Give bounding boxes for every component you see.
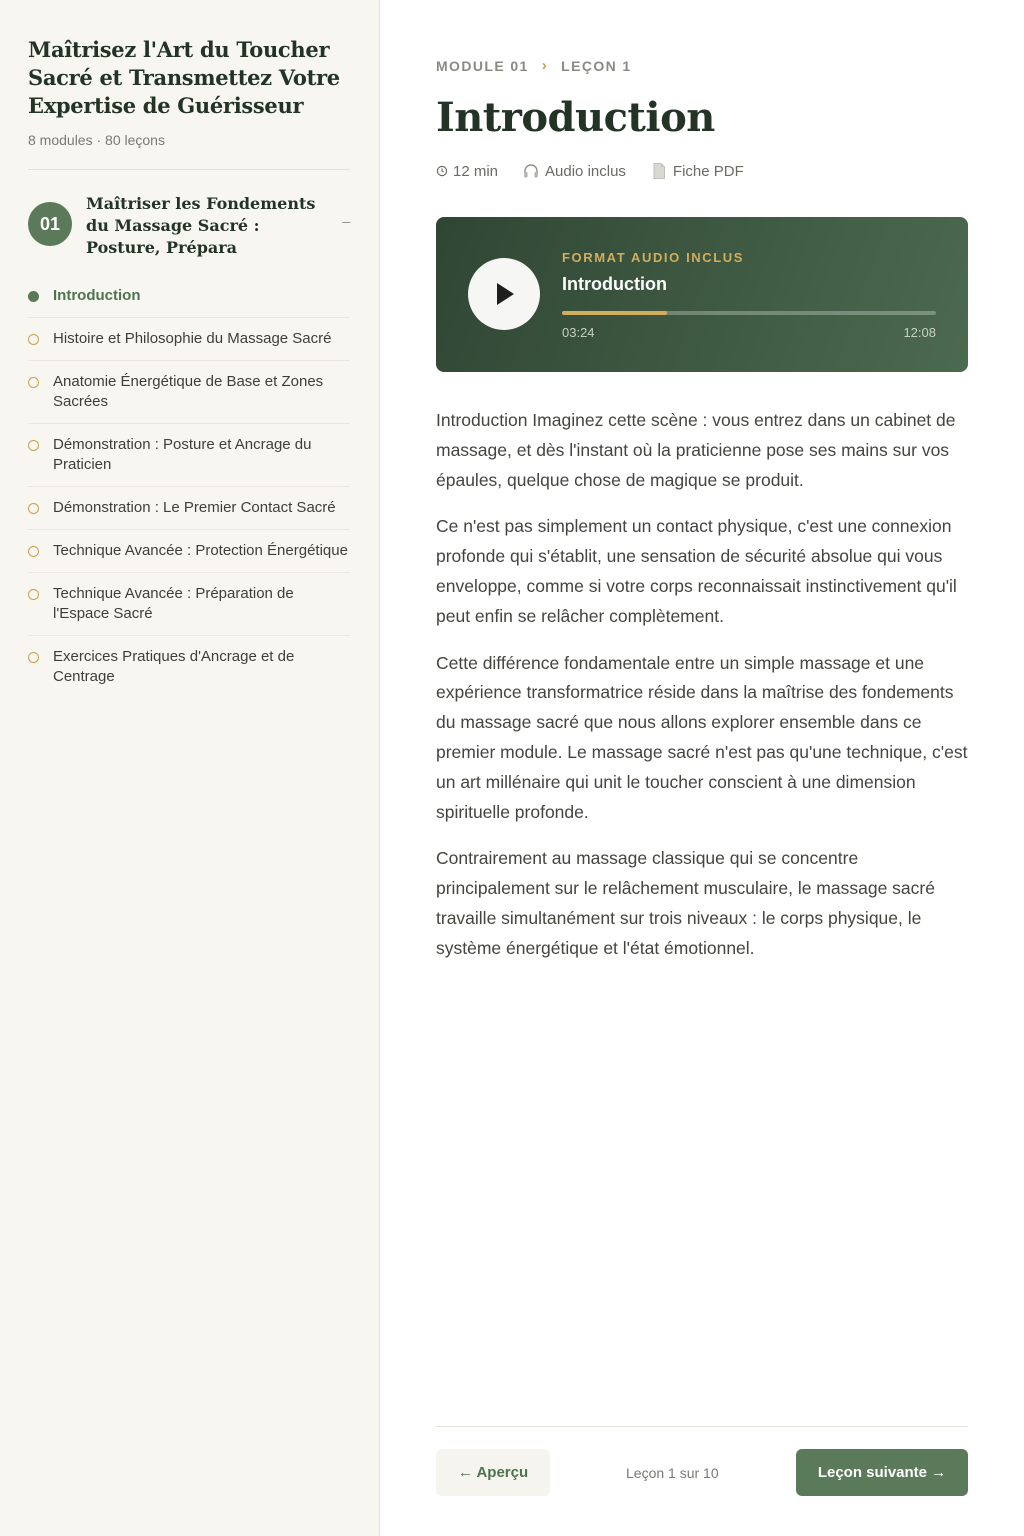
audio-title: Introduction bbox=[562, 274, 667, 294]
lesson-label: Histoire et Philosophie du Massage Sacré bbox=[53, 330, 332, 347]
paragraph: Cette différence fondamentale entre un simple massage et une expérience transformatrice réside dans la maîtrise des fondements du massage sacré que nous allons explorer ensemble dans ce premier module. Le massage sacré n'est pas qu'une technique, c'est un art millénaire qui unit le toucher conscient à une dimension spirituelle profonde. bbox=[436, 652, 968, 822]
previous-button[interactable]: ← Aperçu bbox=[436, 1449, 550, 1496]
clock-icon bbox=[436, 165, 448, 177]
breadcrumb-module[interactable]: MODULE 01 bbox=[436, 57, 529, 74]
paragraph: Ce n'est pas simplement un contact physique, c'est une connexion profonde qui s'établit, une sensation de sécurité absolue qui vous enveloppe, comme si votre corps reconnaissait instinctivement qu'il peut enfin se relâcher complètement. bbox=[436, 516, 957, 626]
audio-meta bbox=[522, 162, 626, 180]
footer-divider bbox=[436, 1426, 968, 1427]
audio-progress-bar[interactable] bbox=[562, 311, 936, 315]
lesson-item-protection[interactable] bbox=[28, 530, 350, 573]
lesson-item-exercices[interactable] bbox=[28, 636, 350, 698]
lesson-status-dot-icon bbox=[28, 503, 39, 514]
lesson-label: Introduction bbox=[53, 287, 141, 304]
document-icon bbox=[650, 162, 668, 180]
lesson-label: Technique Avancée : Protection Énergétique bbox=[53, 542, 348, 559]
lesson-status-dot-icon bbox=[28, 377, 39, 388]
module-header[interactable] bbox=[28, 193, 350, 259]
module-number-badge: 01 bbox=[28, 202, 72, 246]
lesson-meta bbox=[436, 162, 768, 180]
lesson-item-demo-posture[interactable] bbox=[28, 424, 350, 487]
lesson-label: Technique Avancée : Préparation de l'Espace Sacré bbox=[53, 585, 294, 622]
course-meta: 8 modules · 80 leçons bbox=[28, 132, 165, 148]
next-lesson-button[interactable]: Leçon suivante → bbox=[796, 1449, 968, 1496]
lesson-status-dot-icon bbox=[28, 334, 39, 345]
audio-format-label: FORMAT AUDIO INCLUS bbox=[562, 250, 745, 265]
lesson-count: Leçon 1 sur 10 bbox=[626, 1465, 719, 1481]
collapse-toggle-icon[interactable]: – bbox=[342, 213, 350, 229]
play-icon bbox=[492, 281, 516, 307]
play-button[interactable] bbox=[468, 258, 540, 330]
audio-player bbox=[436, 217, 968, 372]
paragraph: Contrairement au massage classique qui se concentre principalement sur le relâchement musculaire, le massage sacré travaille simultanément sur trois niveaux : le corps physique, le système énergétique et l'état émotionnel. bbox=[436, 848, 935, 958]
lesson-list bbox=[28, 282, 350, 698]
lesson-label: Exercices Pratiques d'Ancrage et de Centrage bbox=[53, 648, 295, 685]
lesson-item-anatomie[interactable] bbox=[28, 361, 350, 424]
audio-progress-fill bbox=[562, 311, 667, 315]
lesson-label: Anatomie Énergétique de Base et Zones Sacrées bbox=[53, 373, 324, 410]
pdf-meta[interactable] bbox=[650, 162, 744, 180]
lesson-item-preparation[interactable] bbox=[28, 573, 350, 636]
current-time: 03:24 bbox=[562, 325, 595, 340]
main-content bbox=[436, 0, 968, 1536]
lesson-label: Démonstration : Le Premier Contact Sacré bbox=[53, 499, 336, 516]
chevron-right-icon: › bbox=[541, 57, 549, 74]
lesson-status-dot-icon bbox=[28, 546, 39, 557]
audio-meta-text: Audio inclus bbox=[545, 162, 626, 180]
page-title: Introduction bbox=[436, 94, 715, 141]
total-time: 12:08 bbox=[903, 325, 936, 340]
lesson-item-demo-contact[interactable] bbox=[28, 487, 350, 530]
module-title: Maîtriser les Fondements du Massage Sacré : Posture, Prépara bbox=[86, 194, 316, 257]
pdf-meta-text: Fiche PDF bbox=[672, 162, 744, 180]
sidebar-divider bbox=[28, 169, 350, 170]
lesson-status-dot-icon bbox=[28, 652, 39, 663]
headphones-icon bbox=[522, 162, 540, 180]
sidebar bbox=[0, 0, 380, 1536]
lesson-status-dot-icon bbox=[28, 589, 39, 600]
lesson-status-dot-icon bbox=[28, 440, 39, 451]
breadcrumb-lesson: LEÇON 1 bbox=[561, 57, 632, 74]
duration-meta bbox=[436, 163, 498, 180]
breadcrumb bbox=[436, 57, 632, 74]
paragraph: Introduction Imaginez cette scène : vous entrez dans un cabinet de massage, et dès l'instant où la praticienne pose ses mains sur vos épaules, quelque chose de magique se produit. bbox=[436, 410, 956, 490]
course-title: Maîtrisez l'Art du Toucher Sacré et Transmettez Votre Expertise de Guérisseur bbox=[28, 37, 340, 118]
lesson-item-introduction[interactable] bbox=[28, 282, 350, 318]
lesson-body bbox=[436, 406, 972, 981]
lesson-item-histoire[interactable] bbox=[28, 318, 350, 361]
duration-text: 12 min bbox=[453, 162, 499, 180]
lesson-label: Démonstration : Posture et Ancrage du Praticien bbox=[53, 436, 312, 473]
lesson-status-dot-icon bbox=[28, 291, 39, 302]
